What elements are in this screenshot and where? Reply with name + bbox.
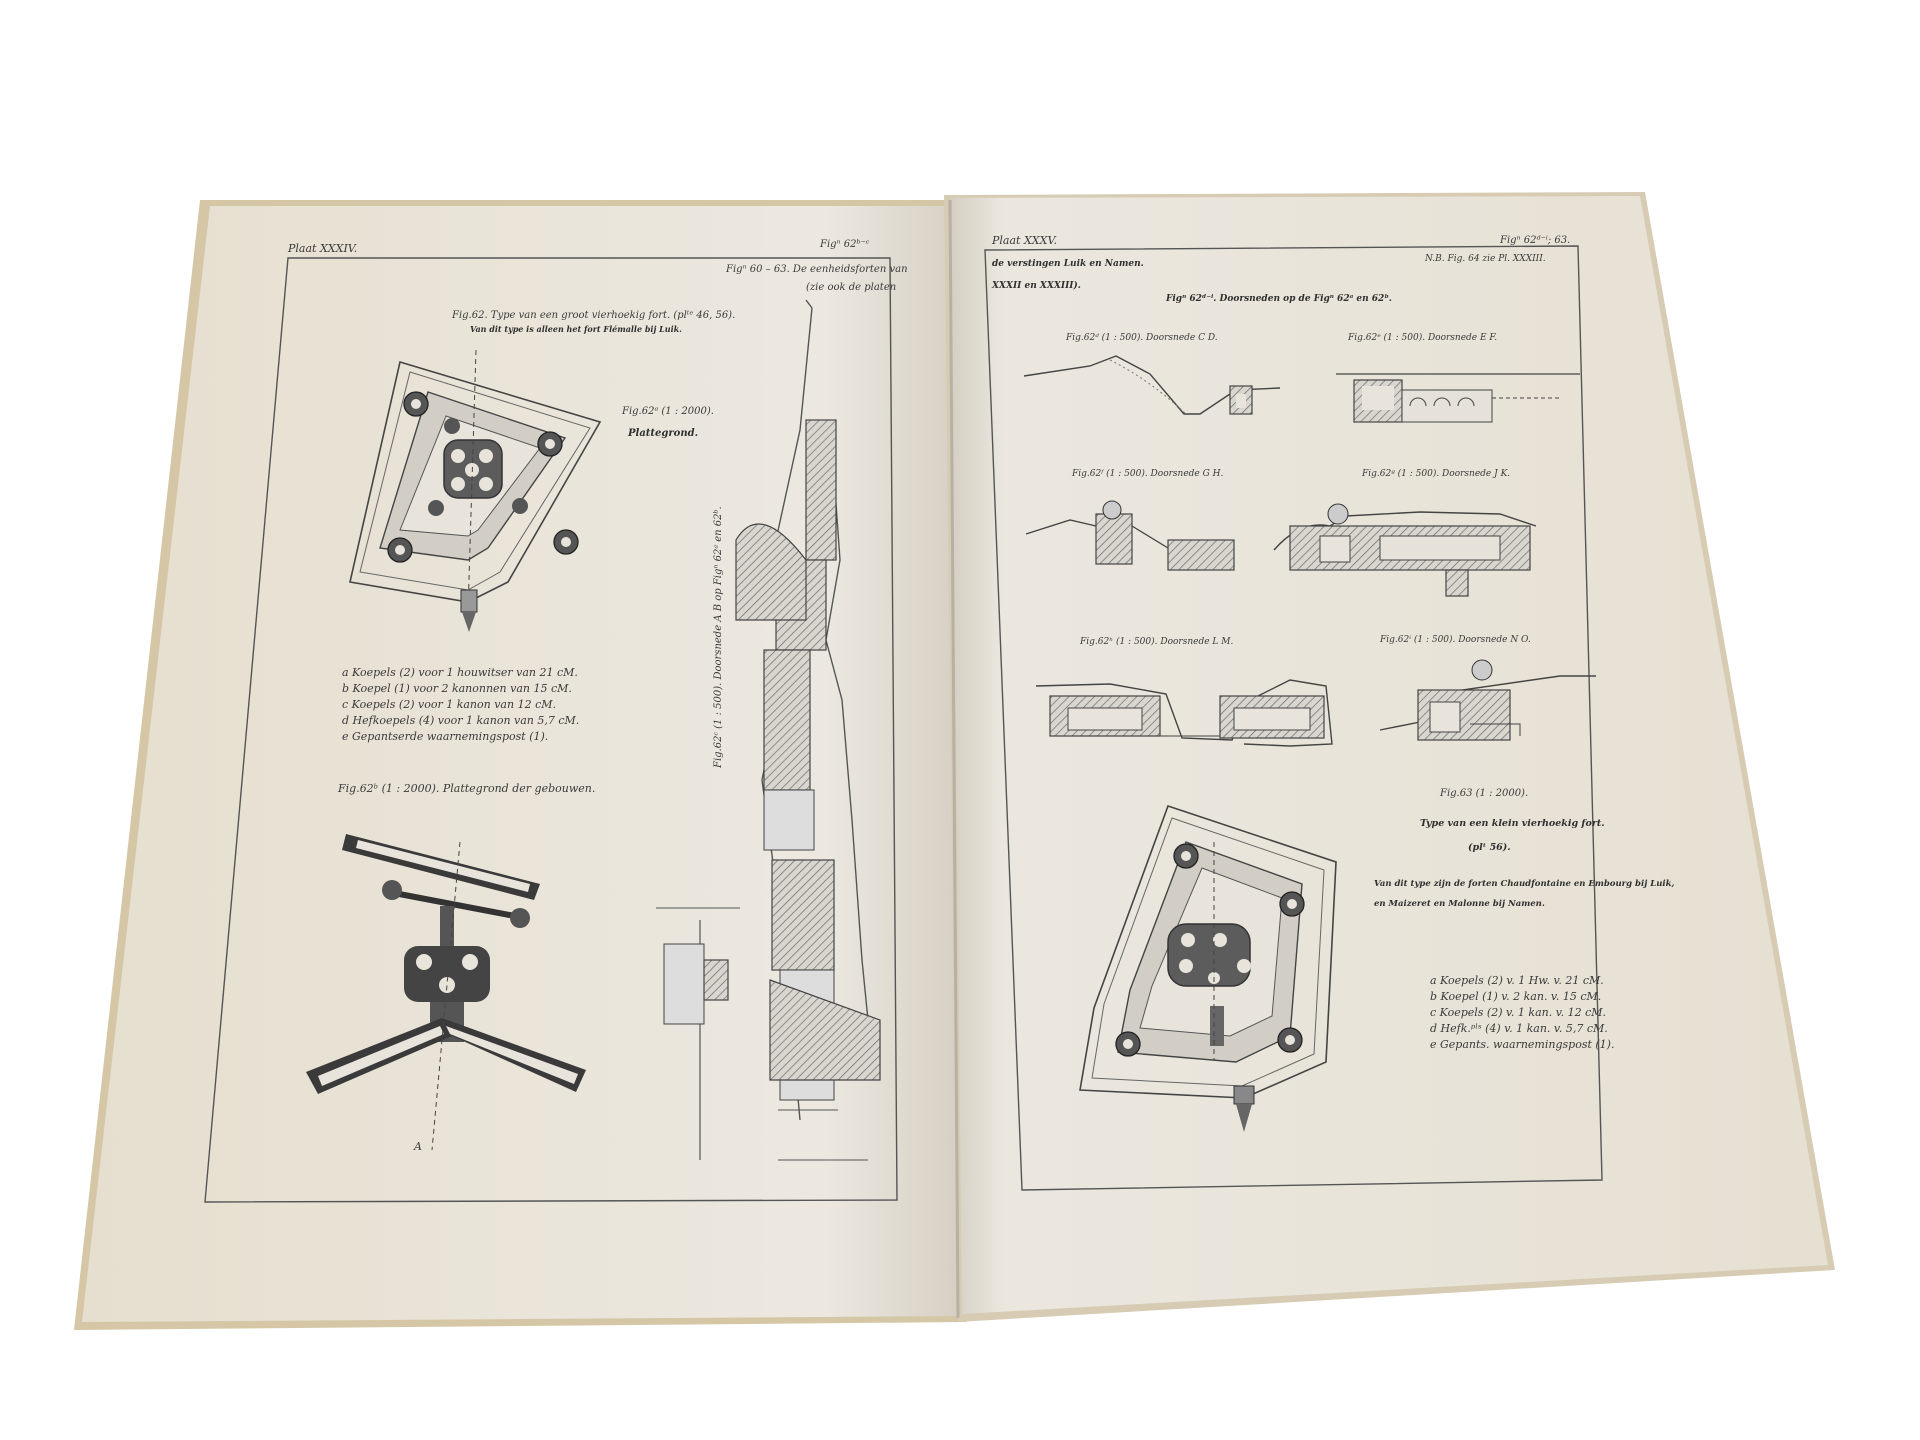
section-label-gh: Fig.62ᶠ (1 : 500). Doorsnede G H. <box>1072 469 1224 479</box>
right-page <box>950 196 1828 1314</box>
section-label-jk: Fig.62ᵍ (1 : 500). Doorsnede J K. <box>1362 469 1511 479</box>
fig63-desc-1: Van dit type zijn de forten Chaudfontaine en Embourg bij Luik, <box>1374 879 1675 889</box>
right-plate-label: Plaat XXXV. <box>992 234 1057 247</box>
right-header-cont-2: XXXII en XXXIII). <box>992 281 1081 291</box>
left-header-note-1: Figⁿ 60 – 63. De eenheidsforten van <box>726 264 908 275</box>
right-header-cont-1: de verstingen Luik en Namen. <box>992 259 1144 269</box>
left-header-right: Figⁿ 62ᵇ⁻ᶜ <box>820 239 870 250</box>
fig63-label: Fig.63 (1 : 2000). <box>1440 788 1529 799</box>
left-header-note-2: (zie ook de platen <box>806 282 897 293</box>
right-header-note: N.B. Fig. 64 zie Pl. XXXIII. <box>1425 254 1546 264</box>
fig62b-label: Fig.62ᵇ (1 : 2000). Plattegrond der gebouwen. <box>338 782 596 795</box>
fig62a-label: Fig.62ᵃ (1 : 2000). <box>622 406 714 417</box>
left-plate-label: Plaat XXXIV. <box>288 242 358 255</box>
fig62-title: Fig.62. Type van een groot vierhoekig fort. (plᵗᵉ 46, 56). <box>452 310 736 321</box>
section-label-lm: Fig.62ʰ (1 : 500). Doorsnede L M. <box>1080 637 1234 647</box>
fig62-subtitle: Van dit type is alleen het fort Flémalle bij Luik. <box>470 324 682 334</box>
left-legend <box>342 666 579 743</box>
fig63-title: Type van een klein vierhoekig fort. <box>1420 818 1605 829</box>
right-legend-c: c Koepels (2) v. 1 kan. v. 12 cM. <box>1430 1006 1607 1019</box>
section-label-ef: Fig.62ᵉ (1 : 500). Doorsnede E F. <box>1348 333 1498 343</box>
section-label-no: Fig.62ⁱ (1 : 500). Doorsnede N O. <box>1380 635 1531 645</box>
left-legend-d: d Hefkoepels (4) voor 1 kanon van 5,7 cM. <box>342 714 580 727</box>
left-legend-e: e Gepantserde waarnemingspost (1). <box>342 730 549 743</box>
fig62c-caption: Fig.62ᶜ (1 : 500). Doorsnede A B op Figⁿ 62ᵃ en 62ᵇ. <box>713 506 724 768</box>
left-legend-b: b Koepel (1) voor 2 kanonnen van 15 cM. <box>342 682 572 695</box>
right-legend-e: e Gepants. waarnemingspost (1). <box>1430 1038 1615 1051</box>
sections-title: Figⁿ 62ᵈ⁻ⁱ. Doorsneden op de Figⁿ 62ᵃ en 62ᵇ. <box>1166 294 1392 304</box>
fig62a-name: Plattegrond. <box>628 428 699 439</box>
section-label-cd: Fig.62ᵈ (1 : 500). Doorsnede C D. <box>1066 333 1218 343</box>
right-legend-a: a Koepels (2) v. 1 Hw. v. 21 cM. <box>1430 974 1604 987</box>
book <box>74 192 1835 1330</box>
left-legend-a: a Koepels (2) voor 1 houwitser van 21 cM. <box>342 666 578 679</box>
fig63-ref: (plᵗ 56). <box>1468 842 1511 853</box>
fig63-desc-2: en Maizeret en Malonne bij Namen. <box>1374 899 1545 909</box>
right-legend-b: b Koepel (1) v. 2 kan. v. 15 cM. <box>1430 990 1602 1003</box>
fig62b-marker-a: A <box>414 1140 422 1153</box>
right-legend-d: d Hefk.ᵖˡˢ (4) v. 1 kan. v. 5,7 cM. <box>1430 1022 1608 1035</box>
right-header-right: Figⁿ 62ᵈ⁻ⁱ; 63. <box>1500 235 1571 246</box>
left-legend-c: c Koepels (2) voor 1 kanon van 12 cM. <box>342 698 556 711</box>
left-page <box>82 206 958 1322</box>
right-legend <box>1430 974 1614 1051</box>
